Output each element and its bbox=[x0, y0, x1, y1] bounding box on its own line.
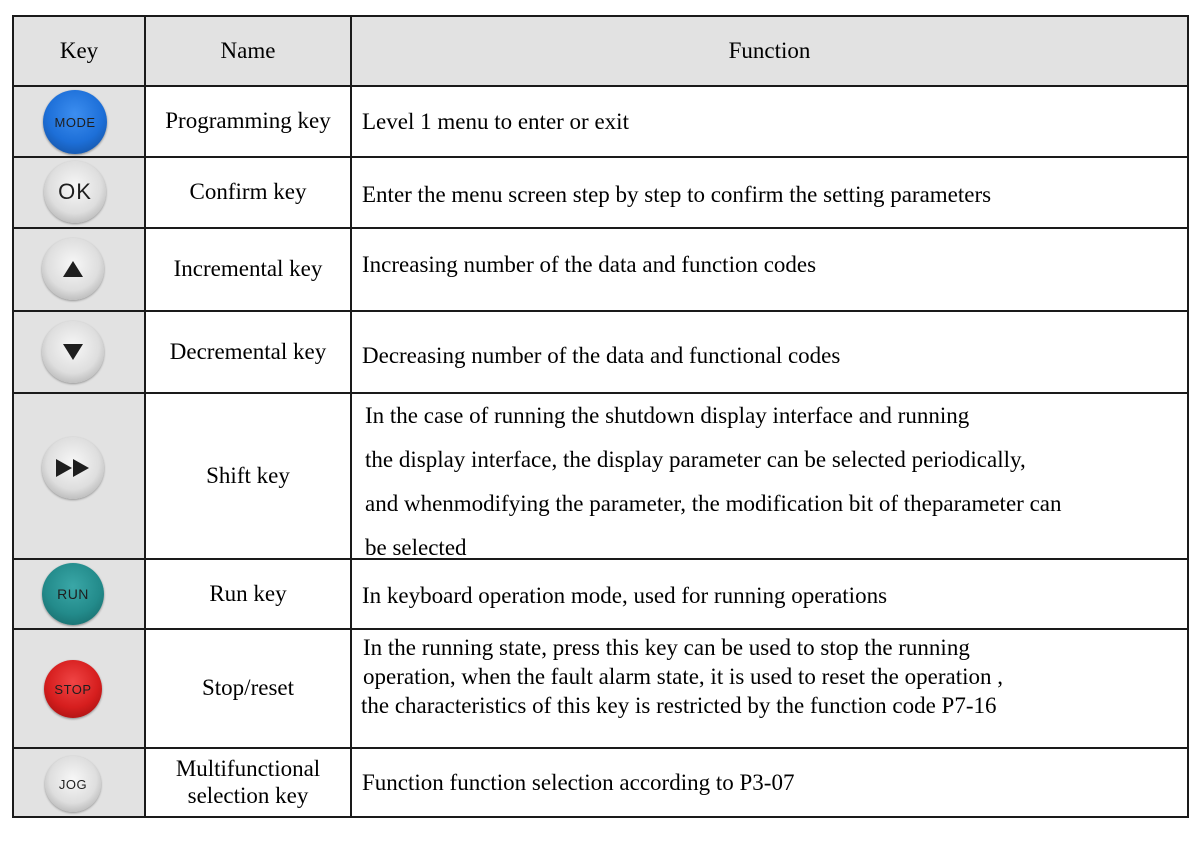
function-line: Decreasing number of the data and functional codes bbox=[362, 343, 841, 368]
row-name: Run key bbox=[209, 580, 287, 606]
header-name: Name bbox=[220, 37, 276, 63]
row-function bbox=[362, 312, 1182, 392]
up-arrow-icon bbox=[42, 238, 104, 300]
row-function bbox=[362, 560, 1182, 628]
function-line: and whenmodifying the parameter, the modification bit of theparameter can bbox=[365, 491, 1062, 516]
ok-button-icon bbox=[44, 161, 106, 223]
row-function bbox=[362, 229, 1182, 310]
function-line: the display interface, the display parameter can be selected periodically, bbox=[365, 447, 1026, 472]
row-function bbox=[362, 749, 1182, 816]
function-line: In the running state, press this key can be used to stop the running bbox=[363, 635, 970, 660]
stop-key-label: STOP bbox=[54, 681, 92, 697]
function-line: In keyboard operation mode, used for running operations bbox=[362, 583, 888, 608]
header-function: Function bbox=[728, 37, 811, 63]
function-line: Increasing number of the data and function codes bbox=[362, 251, 817, 277]
table-border bbox=[12, 816, 1189, 818]
row-name: Decremental key bbox=[169, 338, 327, 364]
function-line: operation, when the fault alarm state, it is used to reset the operation , bbox=[363, 664, 1003, 689]
mode-button-icon bbox=[43, 90, 107, 154]
row-function bbox=[362, 87, 1182, 156]
ok-key-label: OK bbox=[58, 179, 92, 204]
row-name: Incremental key bbox=[173, 256, 323, 282]
double-right-arrow-icon bbox=[42, 437, 104, 499]
row-name bbox=[146, 749, 350, 816]
row-name: Shift key bbox=[206, 462, 290, 488]
function-line: Function function selection according to P3-07 bbox=[362, 769, 795, 795]
jog-key-label: JOG bbox=[58, 776, 88, 792]
table-border bbox=[1187, 15, 1189, 818]
run-key-label: RUN bbox=[57, 586, 89, 602]
function-line: the characteristics of this key is restricted by the function code P7-16 bbox=[361, 693, 997, 718]
row-function bbox=[361, 633, 1181, 747]
run-button-icon bbox=[42, 563, 104, 625]
row-function bbox=[362, 158, 1182, 227]
function-line: be selected bbox=[365, 535, 467, 560]
row-name: Stop/reset bbox=[202, 675, 294, 701]
row-function bbox=[365, 394, 1185, 558]
column-divider bbox=[350, 15, 352, 818]
row-name-line: Multifunctional bbox=[175, 756, 321, 782]
function-line: Level 1 menu to enter or exit bbox=[362, 108, 629, 134]
jog-button-icon bbox=[45, 756, 101, 812]
stop-button-icon bbox=[44, 660, 102, 718]
row-name: Confirm key bbox=[189, 179, 307, 205]
down-arrow-icon bbox=[42, 321, 104, 383]
function-line: In the case of running the shutdown display interface and running bbox=[365, 403, 970, 428]
key-function-table bbox=[12, 15, 1189, 818]
mode-key-label: MODE bbox=[54, 114, 96, 130]
function-line: Enter the menu screen step by step to confirm the setting parameters bbox=[362, 181, 992, 207]
header-key: Key bbox=[59, 37, 99, 63]
row-name: Programming key bbox=[165, 108, 331, 134]
row-name-line: selection key bbox=[187, 782, 309, 808]
table-border bbox=[12, 15, 14, 818]
